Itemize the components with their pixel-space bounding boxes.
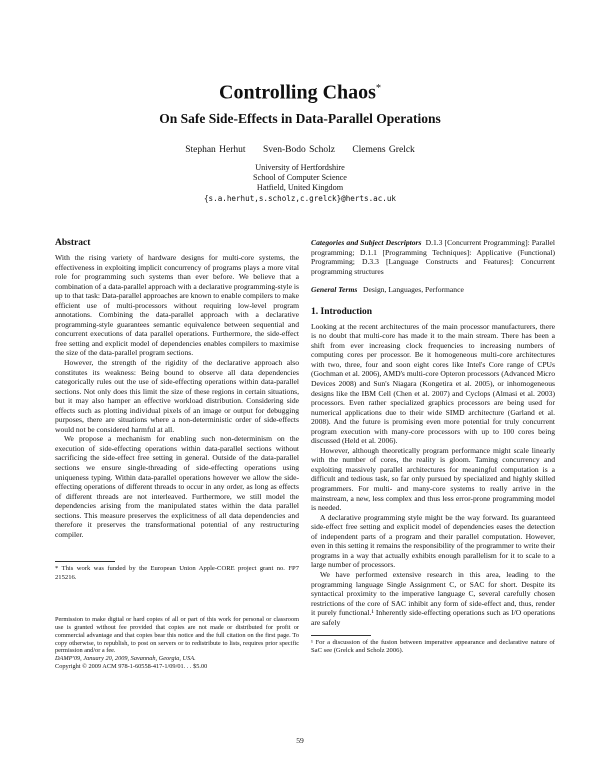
right-column	[311, 238, 555, 656]
abstract-paragraph-3: We propose a mechanism for enabling such non-determinism on the execution of side-effecting operations within data-parallel sections without sacrificing the side-effect free setting in general. Outside of the data-parallel sections we ensure single-threading of side-effecting operations using uniqueness typing. Within data-parallel operations however we allow the side-effecting operations of different threads to occur in any order, as long as effects of different threads are not interleaved. Furthermore, we still model the dependencies arising from the manipulated states within the data parallel sections. This measure preserves the explicitness of all data dependencies and therefore it preserves the transformational potential of any restructuring compiler.	[55, 434, 299, 539]
copyright-line: Copyright © 2009 ACM 978-1-60558-417-1/09/01. . . $5.00	[55, 663, 208, 671]
left-column	[55, 238, 299, 671]
affiliation-location: Hatfield, United Kingdom	[256, 183, 344, 193]
intro-paragraph-4: We have performed extensive research in this area, leading to the programming language Single Assignment C, or SAC for short. Despite its syntactical proximity to the imperative language C, several carefully chosen restrictions of the core of SAC inhibit any form of side-effect and, thus, render it purely functional.¹ Inherently side-effecting operations such as I/O operations are safely	[311, 569, 555, 627]
permission-notice: Permission to make digital or hard copies of all or part of this work for personal or classroom use is granted without fee provided that copies are not made or distributed for profit or commercial advantage and that copies bear this notice and the full citation on the first page. To copy otherwise, to republish, to post on servers or to redistribute to lists, requires prior specific permission and/or a fee.	[55, 615, 299, 655]
abstract-paragraph-2: However, the strength of the rigidity of the declarative approach also constitutes its weakness: Being bound to observe all data dependencies categorically rules out the use of side-effecting operations within data-parallel sections. Not only does this limit the size of these regions in certain situations, but it may also hamper an effective workload distribution. Considering side effects such as plotting individual pixels of an image or output for debugging purposes, there are situations where a non-deterministic order of side-effects would not be considered harmful at all.	[55, 358, 299, 434]
intro-paragraph-1: Looking at the recent architectures of the main processor manufacturers, there is no doubt that multi-core has made it to the main stream. There has been a shift from ever increasing clock frequencies to increasing numbers of computing cores per processor. Be it homogeneous multi-core architectures with two, three, four and soon eight cores like Intel's Core range of CPUs (Gochman et al. 2006), AMD's multi-core Opteron processors (Advanced Micro Devices 2008) and Sun's Niagara (Kongetira et al. 2005), or inhomogeneous designs like the IBM Cell (Chen et al. 2007) and Cyclops (Almasi et al. 2003) processors. Even rather specialized graphics processors are being used for numerical applications due to their wide SIMD architecture (Garland et al. 2008). And the future is promising even more potential for truly concurrent program execution with many-core processors with up to 100 cores being discussed (Held et al. 2006).	[311, 321, 555, 446]
right-footnote-rule	[311, 635, 371, 636]
paper-title: Controlling Chaos*	[219, 81, 381, 104]
sac-footnote: ¹ For a discussion of the fusion between imperative appearance and declarative nature of SaC see (Grelck and Scholz 2006).	[311, 639, 555, 655]
conference-info: DAMP'09, January 20, 2009, Savannah, Georgia, USA.	[55, 655, 196, 663]
affiliation-school: School of Computer Science	[253, 173, 347, 183]
author-3: Clemens Grelck	[352, 144, 415, 155]
intro-paragraph-2: However, although theoretically program performance might scale linearly with the number of cores, the reality is gloom. Taming concurrency and exploiting massively parallel architectures for meaningful computation is a difficult and tedious task, so far only pursued by specialized and highly skilled programmers. For multi- and many-core systems to really arrive in the mainstream, a new, less complex and thus less error-prone programming model is needed.	[311, 445, 555, 513]
paper-subtitle: On Safe Side-Effects in Data-Parallel Operations	[159, 110, 441, 126]
categories-text: D.1.3 [Concurrent Programming]: Parallel programming; D.1.1 [Programming Techniques]: Applicative (Functional) Programming; D.3.3 [Language Constructs and Features]: Concurrent programming structures	[311, 238, 556, 276]
author-emails: {s.a.herhut,s.scholz,c.grelck}@herts.ac.uk	[203, 193, 397, 203]
page-number: 59	[296, 736, 304, 745]
author-2: Sven-Bodo Scholz	[262, 144, 335, 155]
author-1: Stephan Herhut	[185, 144, 246, 155]
title-footnote-mark: *	[375, 83, 381, 94]
affiliation-university: University of Hertfordshire	[255, 162, 345, 172]
intro-paragraph-3: A declarative programming style might be the way forward. Its guaranteed side-effect free setting and explicit model of dependencies eases the detection of independent parts of a program and their parallel computation. However, even in this setting it remains the responsibility of the programmer to write their programs in a way that actually exhibits enough parallelism for it to scale to a large number of processors.	[311, 512, 555, 570]
general-terms-text: Design, Languages, Performance	[363, 285, 464, 295]
categories-label: Categories and Subject Descriptors	[311, 238, 422, 247]
abstract-heading: Abstract	[55, 238, 91, 248]
affiliation	[0, 163, 600, 205]
general-terms-label: General Terms	[311, 285, 358, 295]
author-list	[0, 145, 600, 155]
title-block	[0, 77, 600, 204]
funding-footnote: * This work was funded by the European Union Apple-CORE project grant no. FP7 215216.	[55, 565, 299, 581]
categories-section	[311, 238, 555, 276]
general-terms-section	[311, 285, 555, 295]
abstract-paragraph-1: With the rising variety of hardware designs for multi-core systems, the effectiveness in exploiting implicit concurrency of programs plays a more vital role for programming such systems than ever before. We believe that a combination of a data-parallel approach with a declarative programming-style is up to that task: Data-parallel approaches are known to enable compilers to make efficient use of multi-processors without requiring low-level program annotations. Combining the data-parallel approach with a declarative programming-style guarantees semantic equivalence between sequential and concurrent executions of data parallel operations. Furthermore, the side-effect free setting and explicit model of dependencies enables compilers to maximise the size of the data-parallel program sections.	[55, 253, 299, 358]
introduction-heading: 1. Introduction	[311, 306, 373, 317]
footnote-rule	[55, 561, 115, 562]
